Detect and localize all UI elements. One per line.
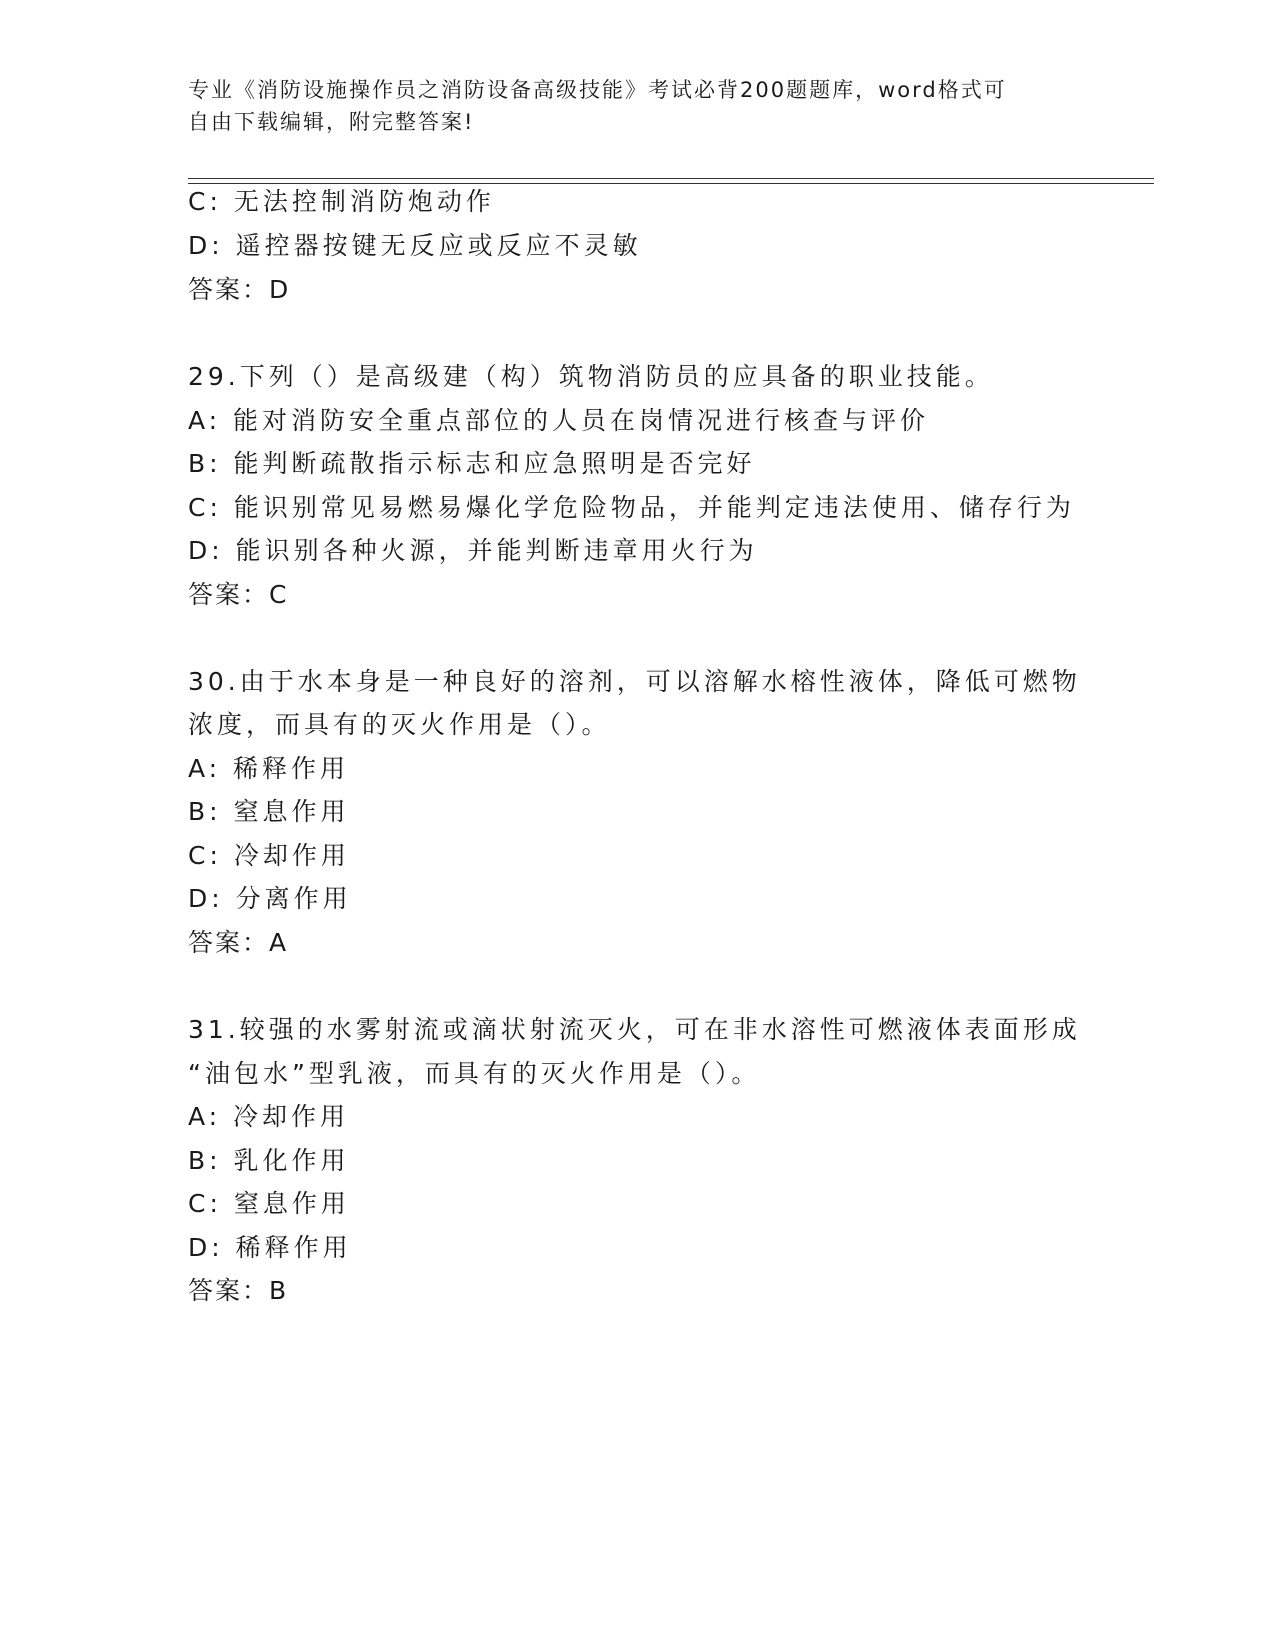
q30-option-a: A: 稀释作用 [188,754,350,783]
q31-option-b: B: 乳化作用 [188,1146,350,1175]
q31-option-a: A: 冷却作用 [188,1102,350,1131]
q31-stem-line-2: “油包水”型乳液，而具有的灭火作用是（）。 [188,1059,761,1088]
header-line-1: 专业《消防设施操作员之消防设备高级技能》考试必背200题题库，word格式可 [188,78,1007,102]
q30-option-b: B: 窒息作用 [188,797,350,826]
q30-stem-line-1: 30.由于水本身是一种良好的溶剂，可以溶解水榕性液体，降低可燃物 [188,667,1081,696]
prev-option-c: C: 无法控制消防炮动作 [188,187,495,216]
prev-answer: 答案：D [188,275,291,304]
q29-answer: 答案：C [188,580,289,609]
q29-option-d: D: 能识别各种火源，并能判断违章用火行为 [188,536,758,565]
prev-option-d: D: 遥控器按键无反应或反应不灵敏 [188,231,642,260]
q29-option-b: B: 能判断疏散指示标志和应急照明是否完好 [188,449,756,478]
q31-stem-line-1: 31.较强的水雾射流或滴状射流灭火，可在非水溶性可燃液体表面形成 [188,1015,1081,1044]
q29-option-c: C: 能识别常见易燃易爆化学危险物品，并能判定违法使用、储存行为 [188,493,1075,522]
document-header [188,74,1068,138]
q29-option-a: A: 能对消防安全重点部位的人员在岗情况进行核查与评价 [188,406,930,435]
q29-stem: 29.下列（）是高级建（构）筑物消防员的应具备的职业技能。 [188,362,994,391]
q31-option-d: D: 稀释作用 [188,1233,352,1262]
q31-answer: 答案：B [188,1276,289,1305]
header-line-2: 自由下载编辑，附完整答案! [188,110,475,134]
q31-option-c: C: 窒息作用 [188,1189,350,1218]
q30-option-c: C: 冷却作用 [188,841,350,870]
q30-stem-line-2: 浓度，而具有的灭火作用是（）。 [188,710,611,739]
q30-option-d: D: 分离作用 [188,884,352,913]
header-divider-top [188,178,1154,179]
header-divider-bottom [188,183,1154,184]
q30-answer: 答案：A [188,928,289,957]
